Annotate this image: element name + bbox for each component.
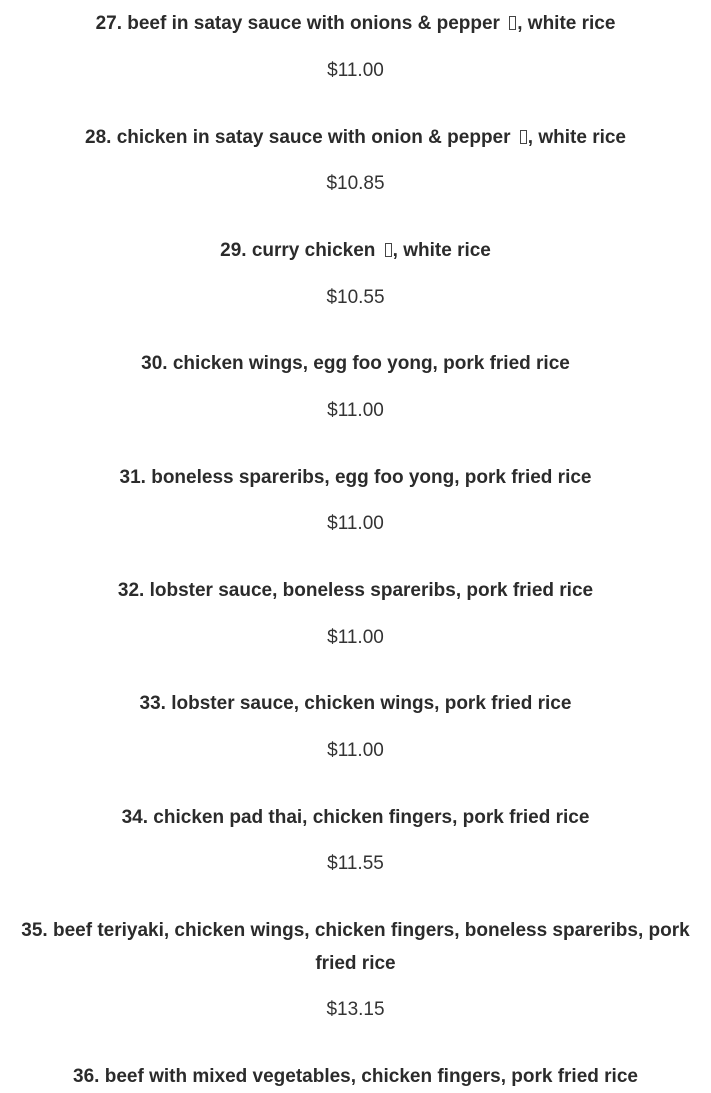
menu-item-price: $11.00: [327, 60, 384, 81]
spicy-pepper-icon: [385, 243, 392, 257]
menu-item-name: 33. lobster sauce, chicken wings, pork fried rice: [139, 693, 572, 714]
menu-item-price: $11.00: [327, 627, 384, 648]
menu-item[interactable]: [0, 574, 711, 651]
spicy-pepper-icon: [509, 16, 516, 30]
menu-item[interactable]: [0, 234, 711, 311]
menu-item-name: 30. chicken wings, egg foo yong, pork fried rice: [141, 353, 570, 374]
menu-item-name: 34. chicken pad thai, chicken fingers, pork fried rice: [121, 807, 590, 828]
menu-item-name: 36. beef with mixed vegetables, chicken fingers, pork fried rice: [73, 1066, 638, 1087]
menu-item[interactable]: [0, 801, 711, 877]
menu-item-price: $13.15: [326, 999, 385, 1020]
menu-item-price: $11.00: [327, 513, 384, 534]
menu-item-name: 27. beef in satay sauce with onions & pepper , white rice: [95, 13, 616, 34]
menu-item-name: 29. curry chicken , white rice: [220, 240, 491, 261]
menu-item-name: 31. boneless spareribs, egg foo yong, pork fried rice: [119, 467, 592, 488]
menu-item-price: $10.55: [326, 287, 385, 308]
menu-item-price: $10.85: [326, 173, 385, 194]
menu-item[interactable]: [0, 461, 711, 537]
menu-item[interactable]: [0, 121, 711, 197]
menu-item[interactable]: [0, 687, 711, 764]
menu-item[interactable]: [0, 7, 711, 84]
menu-item-name: 32. lobster sauce, boneless spareribs, pork fried rice: [117, 580, 594, 601]
menu-item-name: 28. chicken in satay sauce with onion & pepper , white rice: [85, 127, 626, 148]
spicy-pepper-icon: [520, 130, 527, 144]
menu-item[interactable]: [0, 347, 711, 424]
menu-item[interactable]: [0, 1060, 711, 1093]
menu-item-price: $11.00: [327, 740, 384, 761]
menu-item-price: $11.00: [327, 400, 384, 421]
menu-item[interactable]: [0, 914, 711, 1023]
menu-item-name: 35. beef teriyaki, chicken wings, chicken fingers, boneless spareribs, pork fried rice: [21, 920, 690, 974]
menu-item-price: $11.55: [327, 853, 384, 874]
